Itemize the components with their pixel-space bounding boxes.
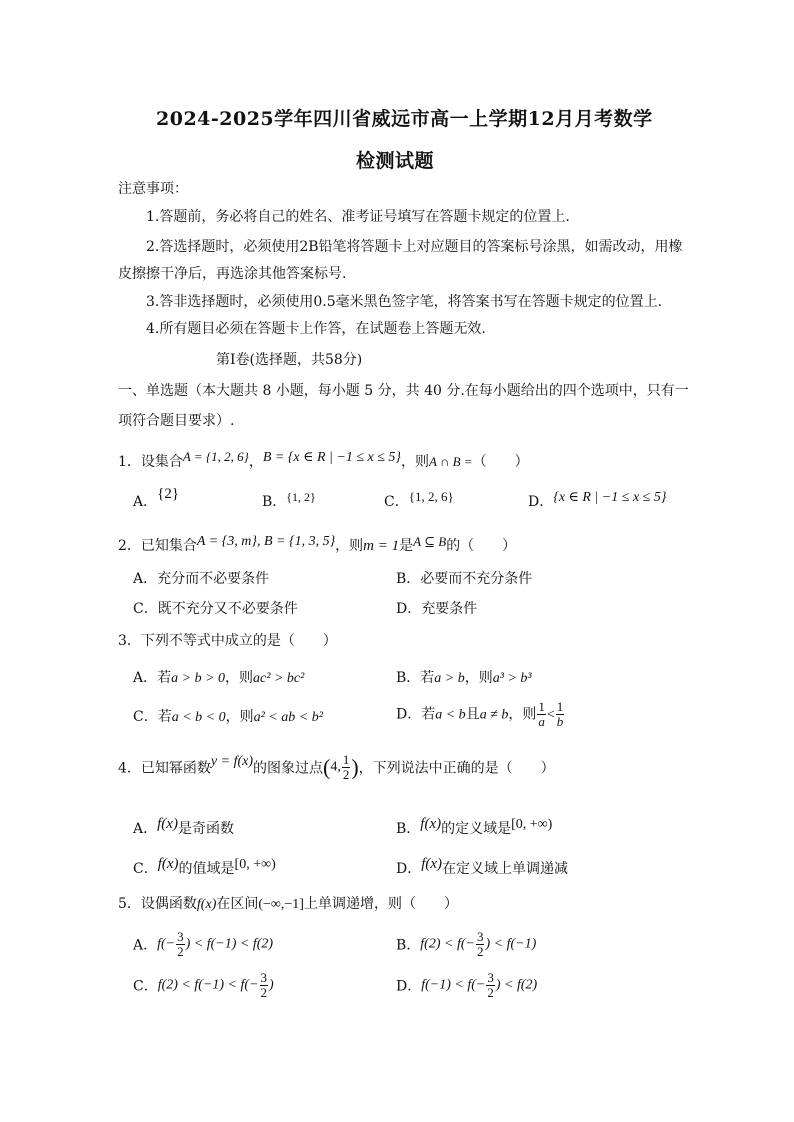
q4-option-a-text: 是奇函数 xyxy=(177,821,234,837)
q1-option-b-label: B． xyxy=(262,494,287,510)
q3-option-a-result: ac² > bc² xyxy=(253,671,305,686)
q3-option-d[interactable] xyxy=(396,700,565,729)
q4-option-b-interval: [0, +∞) xyxy=(511,817,553,832)
notice-item-3: 3.答非选择题时，必须使用0.5毫米黑色签字笔，将答案书写在答题卡规定的位置上. xyxy=(146,294,663,310)
q3-option-d-label: D．若 xyxy=(396,706,436,723)
q3-option-d-condition-2: a ≠ b xyxy=(479,707,509,723)
page-subtitle: 检测试题 xyxy=(356,150,435,172)
q5-middle: 在区间 xyxy=(216,896,259,912)
q4-point-y: $\frac{1}{2}$ xyxy=(342,752,350,782)
q4-left-paren: ( xyxy=(323,754,331,780)
q2-number: 2．已知集合 xyxy=(118,538,197,554)
q5-option-a-label: A． xyxy=(133,937,158,954)
q5-option-b-post: ) < f(−1) xyxy=(485,936,537,952)
q4-option-c-text: 的值域是 xyxy=(178,861,235,877)
question-3: 3．下列不等式中成立的是（ ） xyxy=(118,633,337,649)
q3-option-c-condition: a < b < 0 xyxy=(171,710,226,725)
q3-option-b-result: a³ > b³ xyxy=(492,671,532,686)
q4-option-d-label: D． xyxy=(396,861,422,877)
q2-option-d[interactable]: D．充要条件 xyxy=(396,601,478,617)
question-2 xyxy=(118,535,516,555)
q4-option-c-fx: f(x) xyxy=(157,856,179,872)
q3-option-d-less-than: < xyxy=(546,707,555,723)
q1-option-a[interactable] xyxy=(133,486,180,511)
q2-option-c[interactable]: C．既不充分又不必要条件 xyxy=(133,601,298,617)
q5-option-a-post: ) < f(−1) < f(2) xyxy=(185,936,274,952)
q1-number: 1．设集合 xyxy=(118,454,183,470)
q1-option-d-label: D． xyxy=(528,494,554,510)
q4-option-d-text: 在定义域上单调递减 xyxy=(442,861,569,877)
q3-option-d-and: 且 xyxy=(465,706,480,723)
q3-option-d-condition-1: a < b xyxy=(435,707,466,723)
q5-number: 5．设偶函数 xyxy=(118,896,197,912)
q1-option-d-value: {x ∈ R | −1 ≤ x ≤ 5} xyxy=(553,490,667,505)
notice-item-1: 1.答题前，务必将自己的姓名、准考证号填写在答题卡规定的位置上. xyxy=(146,209,570,225)
q4-option-b[interactable] xyxy=(396,818,552,838)
q4-point-x: 4, xyxy=(330,759,341,775)
q5-option-d-label: D． xyxy=(396,978,422,995)
q3-option-d-frac-b: $\frac{1}{b}$ xyxy=(556,699,564,729)
q5-option-c-frac: $\frac{3}{2}$ xyxy=(260,970,267,1000)
q2-sets: A = {3, m}, B = {1, 3, 5} xyxy=(196,534,336,549)
q1-set-b: B = {x ∈ R | −1 ≤ x ≤ 5} xyxy=(262,450,402,465)
q4-option-b-text: 的定义域是 xyxy=(441,821,512,837)
q1-expression: A ∩ B = xyxy=(429,454,473,469)
page-title: 2024-2025学年四川省威远市高一上学期12月月考数学 xyxy=(156,108,653,130)
question-4 xyxy=(118,753,555,782)
q5-option-a-frac: $\frac{3}{2}$ xyxy=(177,929,184,959)
q3-option-b[interactable] xyxy=(396,667,532,687)
q1-option-c[interactable] xyxy=(384,491,454,511)
q4-tail: ，下列说法中正确的是（ ） xyxy=(358,760,555,777)
q5-tail: 上单调递增，则（ ） xyxy=(303,896,458,912)
q3-option-a-then: ，则 xyxy=(225,670,254,686)
q5-option-b-pre: f(2) < f(− xyxy=(420,936,475,952)
notice-item-4: 4.所有题目必须在答题卡上作答，在试题卷上答题无效. xyxy=(146,321,486,337)
q3-option-a-label: A．若 xyxy=(133,670,172,686)
q4-option-c-label: C． xyxy=(133,861,158,877)
q3-option-c-then: ，则 xyxy=(225,709,254,725)
q4-right-paren: ) xyxy=(351,754,359,780)
q5-fx: f(x) xyxy=(196,897,217,912)
q3-option-c-result: a² < ab < b² xyxy=(253,710,323,725)
q5-option-d-frac: $\frac{3}{2}$ xyxy=(487,970,494,1000)
q4-option-d-fx: f(x) xyxy=(421,856,443,872)
q4-number: 4．已知幂函数 xyxy=(118,760,211,777)
q4-option-d[interactable] xyxy=(396,858,568,878)
q3-option-d-then: ，则 xyxy=(508,706,537,723)
q5-option-c[interactable] xyxy=(133,971,274,1000)
q4-option-a[interactable] xyxy=(133,818,234,838)
q4-option-a-fx: f(x) xyxy=(157,816,178,832)
q5-option-d-pre: f(−1) < f(− xyxy=(421,977,486,993)
q5-option-b-label: B． xyxy=(396,937,421,954)
section-heading: 一、单选题（本大题共 8 小题，每小题 5 分，共 40 分.在每小题给出的四个选项中，只有一 xyxy=(118,383,689,399)
q1-option-a-label: A． xyxy=(133,494,158,510)
q2-is: 是 xyxy=(399,538,414,554)
notice-item-2-cont: 皮擦擦干净后，再选涂其他答案标号. xyxy=(118,266,347,282)
q5-option-d-post: ) < f(2) xyxy=(495,977,538,993)
q5-option-c-post: ) xyxy=(269,977,274,993)
q2-tail: 的（ ） xyxy=(446,538,517,554)
q4-function: y = f(x) xyxy=(210,753,254,769)
q5-option-b-frac: $\frac{3}{2}$ xyxy=(476,929,484,959)
q1-then: ，则 xyxy=(401,454,430,470)
q1-option-c-value: {1, 2, 6} xyxy=(408,489,454,504)
q1-option-c-label: C． xyxy=(384,494,409,510)
notice-item-2: 2.答选择题时，必须使用2B铅笔将答题卡上对应题目的答案标号涂黑，如需改动，用橡 xyxy=(146,239,683,255)
q4-option-b-label: B． xyxy=(396,821,421,837)
q4-option-b-fx: f(x) xyxy=(420,816,442,832)
q5-option-b[interactable] xyxy=(396,930,536,959)
q1-option-b-value: {1, 2} xyxy=(286,490,316,504)
q5-option-c-label: C． xyxy=(133,978,158,995)
notice-heading: 注意事项： xyxy=(118,181,188,197)
q2-option-b[interactable]: B．必要而不充分条件 xyxy=(396,571,533,587)
q3-option-c-label: C．若 xyxy=(133,709,172,725)
q3-option-b-condition: a > b xyxy=(434,671,465,686)
q1-option-b[interactable] xyxy=(262,491,316,511)
q4-option-c-interval: [0, +∞) xyxy=(234,857,276,872)
q1-set-a: A = {1, 2, 6} xyxy=(182,449,249,464)
q5-interval: (−∞,−1] xyxy=(258,897,304,912)
q3-option-b-then: ，则 xyxy=(464,670,493,686)
q3-option-a-condition: a > b > 0 xyxy=(171,671,226,686)
part-heading: 第Ⅰ卷(选择题，共58分) xyxy=(216,352,363,368)
q1-option-d[interactable] xyxy=(528,491,666,511)
question-1 xyxy=(118,451,529,471)
q3-option-a[interactable] xyxy=(133,667,304,687)
q1-option-a-value: {2} xyxy=(157,486,180,502)
section-heading-cont: 项符合题目要求）. xyxy=(118,413,235,429)
q3-option-b-label: B．若 xyxy=(396,670,435,686)
q5-option-d[interactable] xyxy=(396,971,537,1000)
q4-middle: 的图象过点 xyxy=(253,760,324,777)
q2-condition: m = 1 xyxy=(363,538,400,554)
q1-comma: ， xyxy=(248,454,263,470)
q5-option-a-pre: f(− xyxy=(157,936,176,952)
q1-paren: （ ） xyxy=(472,454,529,470)
q4-option-c[interactable] xyxy=(133,858,276,878)
q2-then: ，则 xyxy=(335,538,364,554)
q3-option-c[interactable] xyxy=(133,706,323,726)
q5-option-c-pre: f(2) < f(−1) < f(− xyxy=(157,977,259,993)
q2-option-a[interactable]: A．充分而不必要条件 xyxy=(133,571,270,587)
question-5 xyxy=(118,893,458,913)
q3-option-d-frac-a: $\frac{1}{a}$ xyxy=(538,699,545,729)
q5-option-a[interactable] xyxy=(133,930,273,959)
q2-relation: A ⊆ B xyxy=(413,534,447,549)
q4-option-a-label: A． xyxy=(133,821,158,837)
